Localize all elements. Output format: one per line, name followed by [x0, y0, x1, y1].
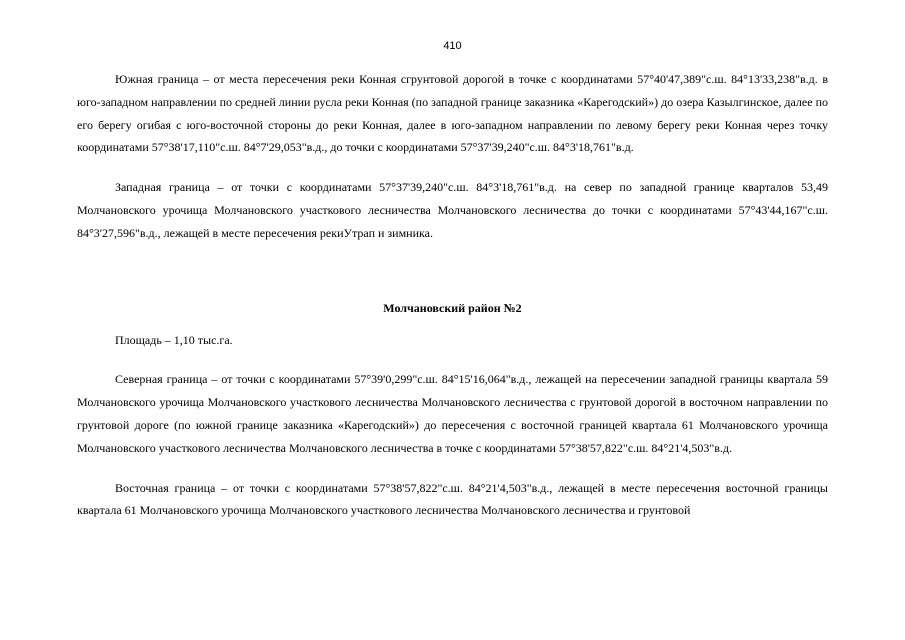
paragraph-south-border: Южная граница – от места пересечения реки Конная сгрунтовой дорогой в точке с координатами 57°40'47,389"с.ш. 84°13'33,238"в.д. в юго-западном направлении по средней линии русла реки Конная (по западной границе заказника «Карегодский») до озера Казылгинское, далее по его берегу огибая с юго-восточной стороны до реки Конная, далее в юго-западном направлении по левому берегу реки Конная через точку координатами 57°38'17,110"с.ш. 84°7'29,053"в.д., до точки с координатами 57°37'39,240"с.ш. 84°3'18,761"в.д.	[77, 72, 828, 155]
paragraph-gap	[77, 460, 828, 477]
district-heading: Молчановский район №2	[383, 300, 522, 315]
page-number: 410	[443, 40, 462, 52]
paragraph-gap	[77, 159, 828, 176]
paragraph-east-border: Восточная граница – от точки с координатами 57°38'57,822"с.ш. 84°21'4,503"в.д., лежащей в месте пересечения восточной границы квартала 61 Молчановского урочища Молчановского участкового лесничества Молчановского лесничества и грунтовой	[77, 480, 828, 518]
paragraph-gap	[77, 351, 828, 368]
paragraph-gap	[77, 319, 828, 329]
document-body	[77, 68, 828, 522]
paragraph-area: Площадь – 1,10 тыс.га.	[115, 332, 233, 347]
section-gap	[77, 245, 828, 297]
paragraph-west-border: Западная граница – от точки с координатами 57°37'39,240"с.ш. 84°3'18,761"в.д. на север по западной границе кварталов 53,49 Молчановского урочища Молчановского участкового лесничества Молчановского лесничества до точки с координатами 57°43'44,167"с.ш. 84°3'27,596"в.д., лежащей в месте пересечения рекиУтрап и зимника.	[77, 180, 828, 240]
paragraph-north-border: Северная граница – от точки с координатами 57°39'0,299"с.ш. 84°15'16,064"в.д., лежащей на пересечении западной границы квартала 59 Молчановского урочища Молчановского участкового лесничества Молчановского лесничества с грунтовой дорогой в восточном направлении по грунтовой дороге (по южной границе заказника «Карегодский») до пересечения с восточной границей квартала 61 Молчановского урочища Молчановского участкового лесничества Молчановского лесничества в точке с координатами 57°38'57,822"с.ш. 84°21'4,503"в.д.	[77, 372, 828, 455]
